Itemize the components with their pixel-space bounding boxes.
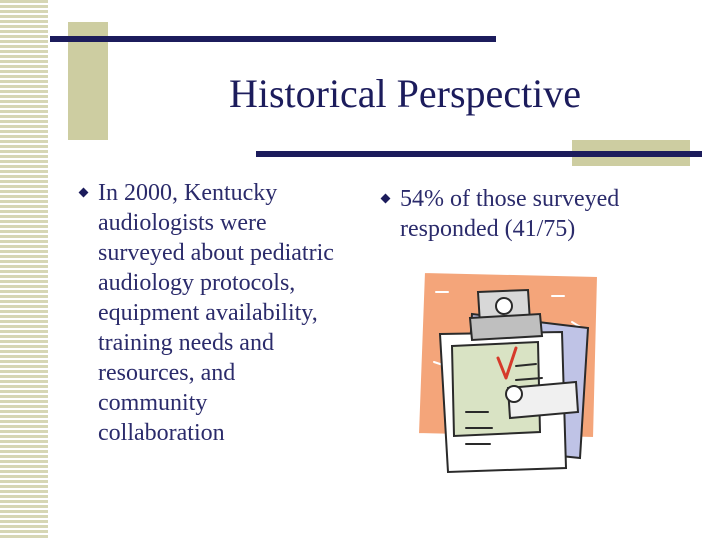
right-bullet-list <box>378 184 678 244</box>
right-bullet-item <box>378 184 678 244</box>
title-underline <box>256 151 702 157</box>
diamond-bullet-icon <box>79 188 89 198</box>
left-bullet-item <box>76 178 338 448</box>
left-bullet-text: In 2000, Kentucky audiologists were surveyed about pediatric audiology protocols, equipment availability, training needs and resources, and community collaboration <box>98 180 334 446</box>
left-bullet-list <box>76 178 338 448</box>
right-bullet-text: 54% of those surveyed responded (41/75) <box>400 186 620 242</box>
top-accent-line <box>50 36 496 42</box>
slide-title: Historical Perspective <box>228 71 582 116</box>
clipboard-checklist-clipart <box>412 262 604 482</box>
left-stripe-border <box>0 0 50 540</box>
diamond-bullet-icon <box>381 194 391 204</box>
